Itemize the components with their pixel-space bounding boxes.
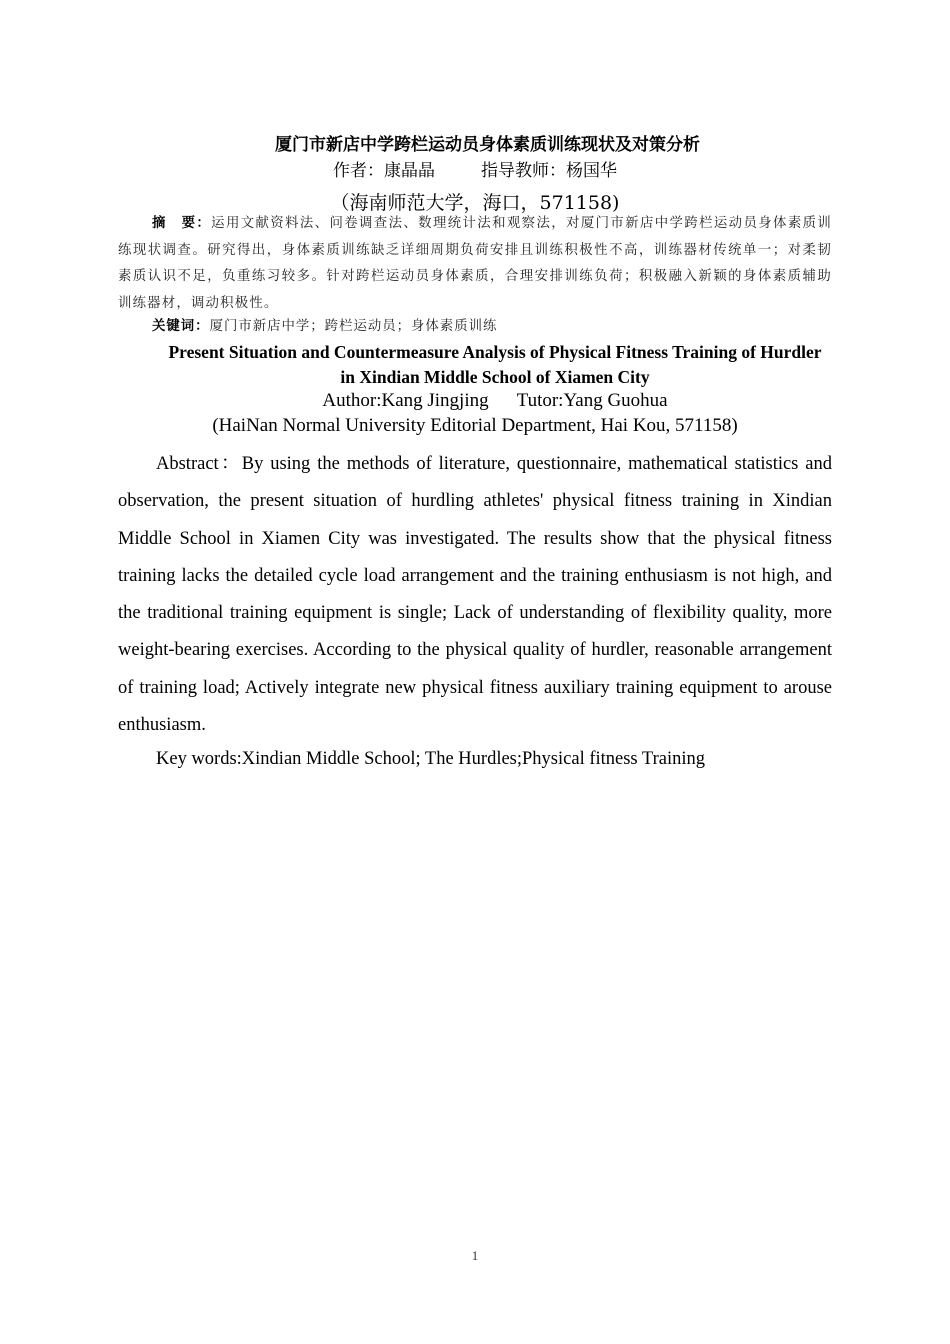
english-tutor: Tutor:Yang Guohua (516, 390, 668, 411)
chinese-keywords-label: 关键词： (152, 319, 210, 334)
chinese-abstract (118, 211, 832, 317)
chinese-keywords (152, 316, 842, 338)
english-keywords: Key words:Xindian Middle School; The Hurdles;Physical fitness Training (156, 749, 705, 769)
english-title: Present Situation and Countermeasure Analysis of Physical Fitness Training of Hurdler in Xindian Middle School of Xiamen City (168, 342, 822, 387)
chinese-keywords-text: 厦门市新店中学；跨栏运动员；身体素质训练 (209, 319, 498, 334)
chinese-tutor: 指导教师：杨国华 (481, 161, 617, 181)
english-affiliation: (HaiNan Normal University Editorial Department, Hai Kou, 571158) (212, 415, 738, 436)
chinese-author-line (0, 156, 950, 181)
english-abstract: Abstract：By using the methods of literature, questionnaire, mathematical statistics and observation, the present situation of hurdling athletes' physical fitness training in Xindian Middle School in Xiamen City was investigated. The results show that the physical fitness training lacks the detailed cycle load arrangement and the training enthusiasm is not high, and the traditional training equipment is single; Lack of understanding of flexibility quality, more weight-bearing exercises. According to the physical quality of hurdler, reasonable arrangement of training load; Actively integrate new physical fitness auxiliary training equipment to arouse enthusiasm. (118, 454, 832, 736)
chinese-abstract-label: 摘 要： (152, 216, 212, 231)
chinese-abstract-text: 运用文献资料法、问卷调查法、数理统计法和观察法，对厦门市新店中学跨栏运动员身体素质训练现状调查。研究得出，身体素质训练缺乏详细周期负荷安排且训练积极性不高，训练器材传统单一；对柔韧素质认识不足，负重练习较多。针对跨栏运动员身体素质，合理安排训练负荷；积极融入新颖的身体素质辅助训练器材，调动积极性。 (118, 216, 832, 311)
chinese-author: 作者：康晶晶 (333, 161, 435, 181)
english-author-line (0, 390, 950, 412)
english-author: Author:Kang Jingjing (322, 390, 489, 411)
chinese-affiliation: （海南师范大学，海口，571158) (330, 192, 620, 214)
page-number: 1 (471, 1248, 479, 1263)
chinese-title: 厦门市新店中学跨栏运动员身体素质训练现状及对策分析 (275, 135, 700, 155)
